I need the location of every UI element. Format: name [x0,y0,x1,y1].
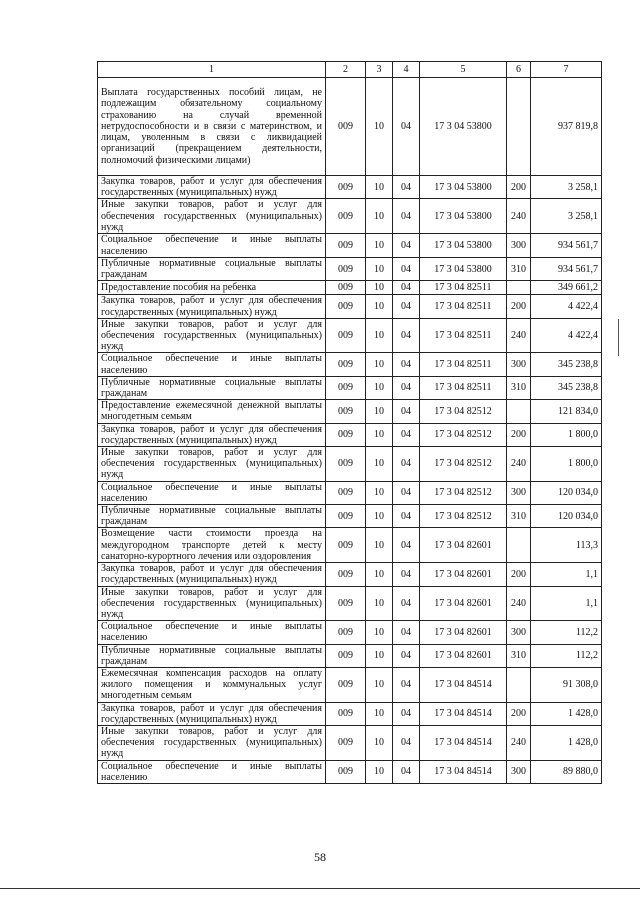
subsection-code: 04 [393,447,420,482]
amount: 113,3 [531,528,602,563]
table-row [98,586,602,621]
target-article-code: 17 3 04 82512 [420,447,507,482]
expense-type-code: 200 [507,563,531,586]
section-code: 10 [366,702,393,725]
section-code: 10 [366,423,393,446]
amount: 1 800,0 [531,447,602,482]
table-row [98,423,602,446]
row-description: Возмещение части стоимости проезда на междугородном транспорте детей к месту санаторно-курортного лечения или оздоровления [98,528,326,563]
target-article-code: 17 3 04 53800 [420,199,507,234]
expense-type-code [507,281,531,295]
expense-type-code: 300 [507,234,531,258]
ministry-code: 009 [326,505,366,528]
subsection-code: 04 [393,258,420,281]
table-row [98,258,602,281]
subsection-code: 04 [393,563,420,586]
row-description: Иные закупки товаров, работ и услуг для обеспечения государственных (муниципальных) нужд [98,199,326,234]
ministry-code: 009 [326,295,366,318]
table-row [98,725,602,760]
section-code: 10 [366,318,393,353]
expense-type-code: 240 [507,586,531,621]
table-row [98,318,602,353]
row-description: Ежемесячная компенсация расходов на оплату жилого помещения и коммунальных услуг многодетным семьям [98,667,326,702]
amount: 112,2 [531,621,602,644]
amount: 120 034,0 [531,481,602,504]
table-row [98,528,602,563]
section-code: 10 [366,376,393,399]
target-article-code: 17 3 04 82512 [420,423,507,446]
target-article-code: 17 3 04 53800 [420,176,507,199]
ministry-code: 009 [326,667,366,702]
table-row [98,78,602,176]
expense-type-code [507,528,531,563]
subsection-code: 04 [393,295,420,318]
expense-type-code: 310 [507,505,531,528]
amount: 120 034,0 [531,505,602,528]
section-code: 10 [366,667,393,702]
table-row [98,667,602,702]
row-description: Социальное обеспечение и иные выплаты населению [98,621,326,644]
table-row [98,563,602,586]
table-row [98,176,602,199]
subsection-code: 04 [393,760,420,783]
target-article-code: 17 3 04 82511 [420,318,507,353]
expense-type-code: 240 [507,199,531,234]
expense-type-code: 200 [507,702,531,725]
subsection-code: 04 [393,481,420,504]
subsection-code: 04 [393,667,420,702]
target-article-code: 17 3 04 82511 [420,281,507,295]
amount: 112,2 [531,644,602,667]
ministry-code: 009 [326,234,366,258]
table-row [98,621,602,644]
target-article-code: 17 3 04 82512 [420,400,507,423]
amount: 937 819,8 [531,78,602,176]
amount: 934 561,7 [531,234,602,258]
subsection-code: 04 [393,400,420,423]
target-article-code: 17 3 04 84514 [420,725,507,760]
ministry-code: 009 [326,702,366,725]
ministry-code: 009 [326,586,366,621]
section-code: 10 [366,295,393,318]
section-code: 10 [366,234,393,258]
section-code: 10 [366,621,393,644]
table-row [98,447,602,482]
subsection-code: 04 [393,318,420,353]
expense-type-code: 240 [507,725,531,760]
amount: 345 238,8 [531,353,602,376]
amount: 1 800,0 [531,423,602,446]
section-code: 10 [366,447,393,482]
expense-type-code: 240 [507,447,531,482]
target-article-code: 17 3 04 84514 [420,760,507,783]
expense-type-code: 310 [507,258,531,281]
subsection-code: 04 [393,702,420,725]
section-code: 10 [366,400,393,423]
ministry-code: 009 [326,563,366,586]
subsection-code: 04 [393,505,420,528]
subsection-code: 04 [393,725,420,760]
row-description: Предоставление пособия на ребенка [98,281,326,295]
ministry-code: 009 [326,528,366,563]
amount: 89 880,0 [531,760,602,783]
table-row [98,199,602,234]
column-header: 7 [531,62,602,78]
target-article-code: 17 3 04 53800 [420,78,507,176]
target-article-code: 17 3 04 53800 [420,258,507,281]
column-header: 5 [420,62,507,78]
ministry-code: 009 [326,423,366,446]
amount: 91 308,0 [531,667,602,702]
target-article-code: 17 3 04 82512 [420,505,507,528]
section-code: 10 [366,353,393,376]
expense-type-code: 310 [507,644,531,667]
column-header: 3 [366,62,393,78]
expense-type-code: 300 [507,621,531,644]
expense-type-code: 300 [507,760,531,783]
amount: 345 238,8 [531,376,602,399]
table-row [98,481,602,504]
row-description: Социальное обеспечение и иные выплаты населению [98,353,326,376]
amount: 4 422,4 [531,295,602,318]
subsection-code: 04 [393,176,420,199]
target-article-code: 17 3 04 82601 [420,621,507,644]
table-row [98,644,602,667]
row-description: Выплата государственных пособий лицам, не подлежащим обязательному социальному страхованию на случай временной нетрудоспособности и в связи с материнством, и лицам, уволенным в связи с ликвидацией организаций (прекращением деятельности, полномочий физическими лицами) [98,78,326,176]
amount: 1 428,0 [531,725,602,760]
header-row [98,62,602,78]
subsection-code: 04 [393,621,420,644]
row-description: Иные закупки товаров, работ и услуг для обеспечения государственных (муниципальных) нужд [98,586,326,621]
amount: 1,1 [531,586,602,621]
ministry-code: 009 [326,400,366,423]
ministry-code: 009 [326,176,366,199]
expense-type-code: 200 [507,423,531,446]
table-body [98,78,602,784]
subsection-code: 04 [393,528,420,563]
table-row [98,281,602,295]
row-description: Публичные нормативные социальные выплаты гражданам [98,505,326,528]
expense-type-code: 200 [507,295,531,318]
row-description: Социальное обеспечение и иные выплаты населению [98,760,326,783]
ministry-code: 009 [326,318,366,353]
target-article-code: 17 3 04 82601 [420,586,507,621]
page-number: 58 [314,850,326,864]
expense-type-code [507,78,531,176]
amount: 1 428,0 [531,702,602,725]
subsection-code: 04 [393,78,420,176]
table-row [98,702,602,725]
target-article-code: 17 3 04 84514 [420,667,507,702]
column-header: 6 [507,62,531,78]
budget-table [97,61,602,784]
ministry-code: 009 [326,481,366,504]
subsection-code: 04 [393,376,420,399]
section-code: 10 [366,644,393,667]
ministry-code: 009 [326,376,366,399]
section-code: 10 [366,281,393,295]
amount: 349 661,2 [531,281,602,295]
target-article-code: 17 3 04 82511 [420,295,507,318]
section-code: 10 [366,586,393,621]
ministry-code: 009 [326,725,366,760]
ministry-code: 009 [326,258,366,281]
section-code: 10 [366,199,393,234]
ministry-code: 009 [326,78,366,176]
ministry-code: 009 [326,760,366,783]
row-description: Закупка товаров, работ и услуг для обеспечения государственных (муниципальных) нужд [98,295,326,318]
subsection-code: 04 [393,199,420,234]
row-description: Иные закупки товаров, работ и услуг для обеспечения государственных (муниципальных) нужд [98,318,326,353]
subsection-code: 04 [393,281,420,295]
expense-type-code: 240 [507,318,531,353]
amount: 3 258,1 [531,176,602,199]
table-row [98,505,602,528]
section-code: 10 [366,725,393,760]
row-description: Закупка товаров, работ и услуг для обеспечения государственных (муниципальных) нужд [98,423,326,446]
amount: 4 422,4 [531,318,602,353]
row-description: Социальное обеспечение и иные выплаты населению [98,481,326,504]
section-code: 10 [366,760,393,783]
expense-type-code: 300 [507,353,531,376]
expense-type-code: 300 [507,481,531,504]
column-header: 1 [98,62,326,78]
target-article-code: 17 3 04 82601 [420,528,507,563]
target-article-code: 17 3 04 82511 [420,376,507,399]
column-header: 4 [393,62,420,78]
subsection-code: 04 [393,586,420,621]
table-row [98,376,602,399]
row-description: Социальное обеспечение и иные выплаты населению [98,234,326,258]
row-description: Публичные нормативные социальные выплаты гражданам [98,258,326,281]
row-description: Закупка товаров, работ и услуг для обеспечения государственных (муниципальных) нужд [98,563,326,586]
target-article-code: 17 3 04 84514 [420,702,507,725]
section-code: 10 [366,563,393,586]
amount: 1,1 [531,563,602,586]
section-code: 10 [366,176,393,199]
table-row [98,353,602,376]
expense-type-code [507,400,531,423]
ministry-code: 009 [326,199,366,234]
row-description: Закупка товаров, работ и услуг для обеспечения государственных (муниципальных) нужд [98,702,326,725]
expense-type-code: 200 [507,176,531,199]
target-article-code: 17 3 04 82601 [420,644,507,667]
row-description: Закупка товаров, работ и услуг для обеспечения государственных (муниципальных) нужд [98,176,326,199]
section-code: 10 [366,258,393,281]
ministry-code: 009 [326,353,366,376]
table-row [98,295,602,318]
table-row [98,760,602,783]
amount: 3 258,1 [531,199,602,234]
section-code: 10 [366,505,393,528]
ministry-code: 009 [326,447,366,482]
column-header: 2 [326,62,366,78]
amount: 934 561,7 [531,258,602,281]
target-article-code: 17 3 04 82601 [420,563,507,586]
row-description: Публичные нормативные социальные выплаты гражданам [98,376,326,399]
target-article-code: 17 3 04 82512 [420,481,507,504]
expense-type-code [507,667,531,702]
amount: 121 834,0 [531,400,602,423]
subsection-code: 04 [393,234,420,258]
table-row [98,400,602,423]
subsection-code: 04 [393,423,420,446]
ministry-code: 009 [326,644,366,667]
section-code: 10 [366,528,393,563]
row-description: Публичные нормативные социальные выплаты гражданам [98,644,326,667]
margin-line [618,319,619,356]
row-description: Предоставление ежемесячной денежной выплаты многодетным семьям [98,400,326,423]
row-description: Иные закупки товаров, работ и услуг для обеспечения государственных (муниципальных) нужд [98,447,326,482]
target-article-code: 17 3 04 82511 [420,353,507,376]
section-code: 10 [366,481,393,504]
ministry-code: 009 [326,621,366,644]
subsection-code: 04 [393,644,420,667]
target-article-code: 17 3 04 53800 [420,234,507,258]
section-code: 10 [366,78,393,176]
bottom-border-line [0,888,640,889]
table-row [98,234,602,258]
subsection-code: 04 [393,353,420,376]
row-description: Иные закупки товаров, работ и услуг для обеспечения государственных (муниципальных) нужд [98,725,326,760]
ministry-code: 009 [326,281,366,295]
expense-type-code: 310 [507,376,531,399]
